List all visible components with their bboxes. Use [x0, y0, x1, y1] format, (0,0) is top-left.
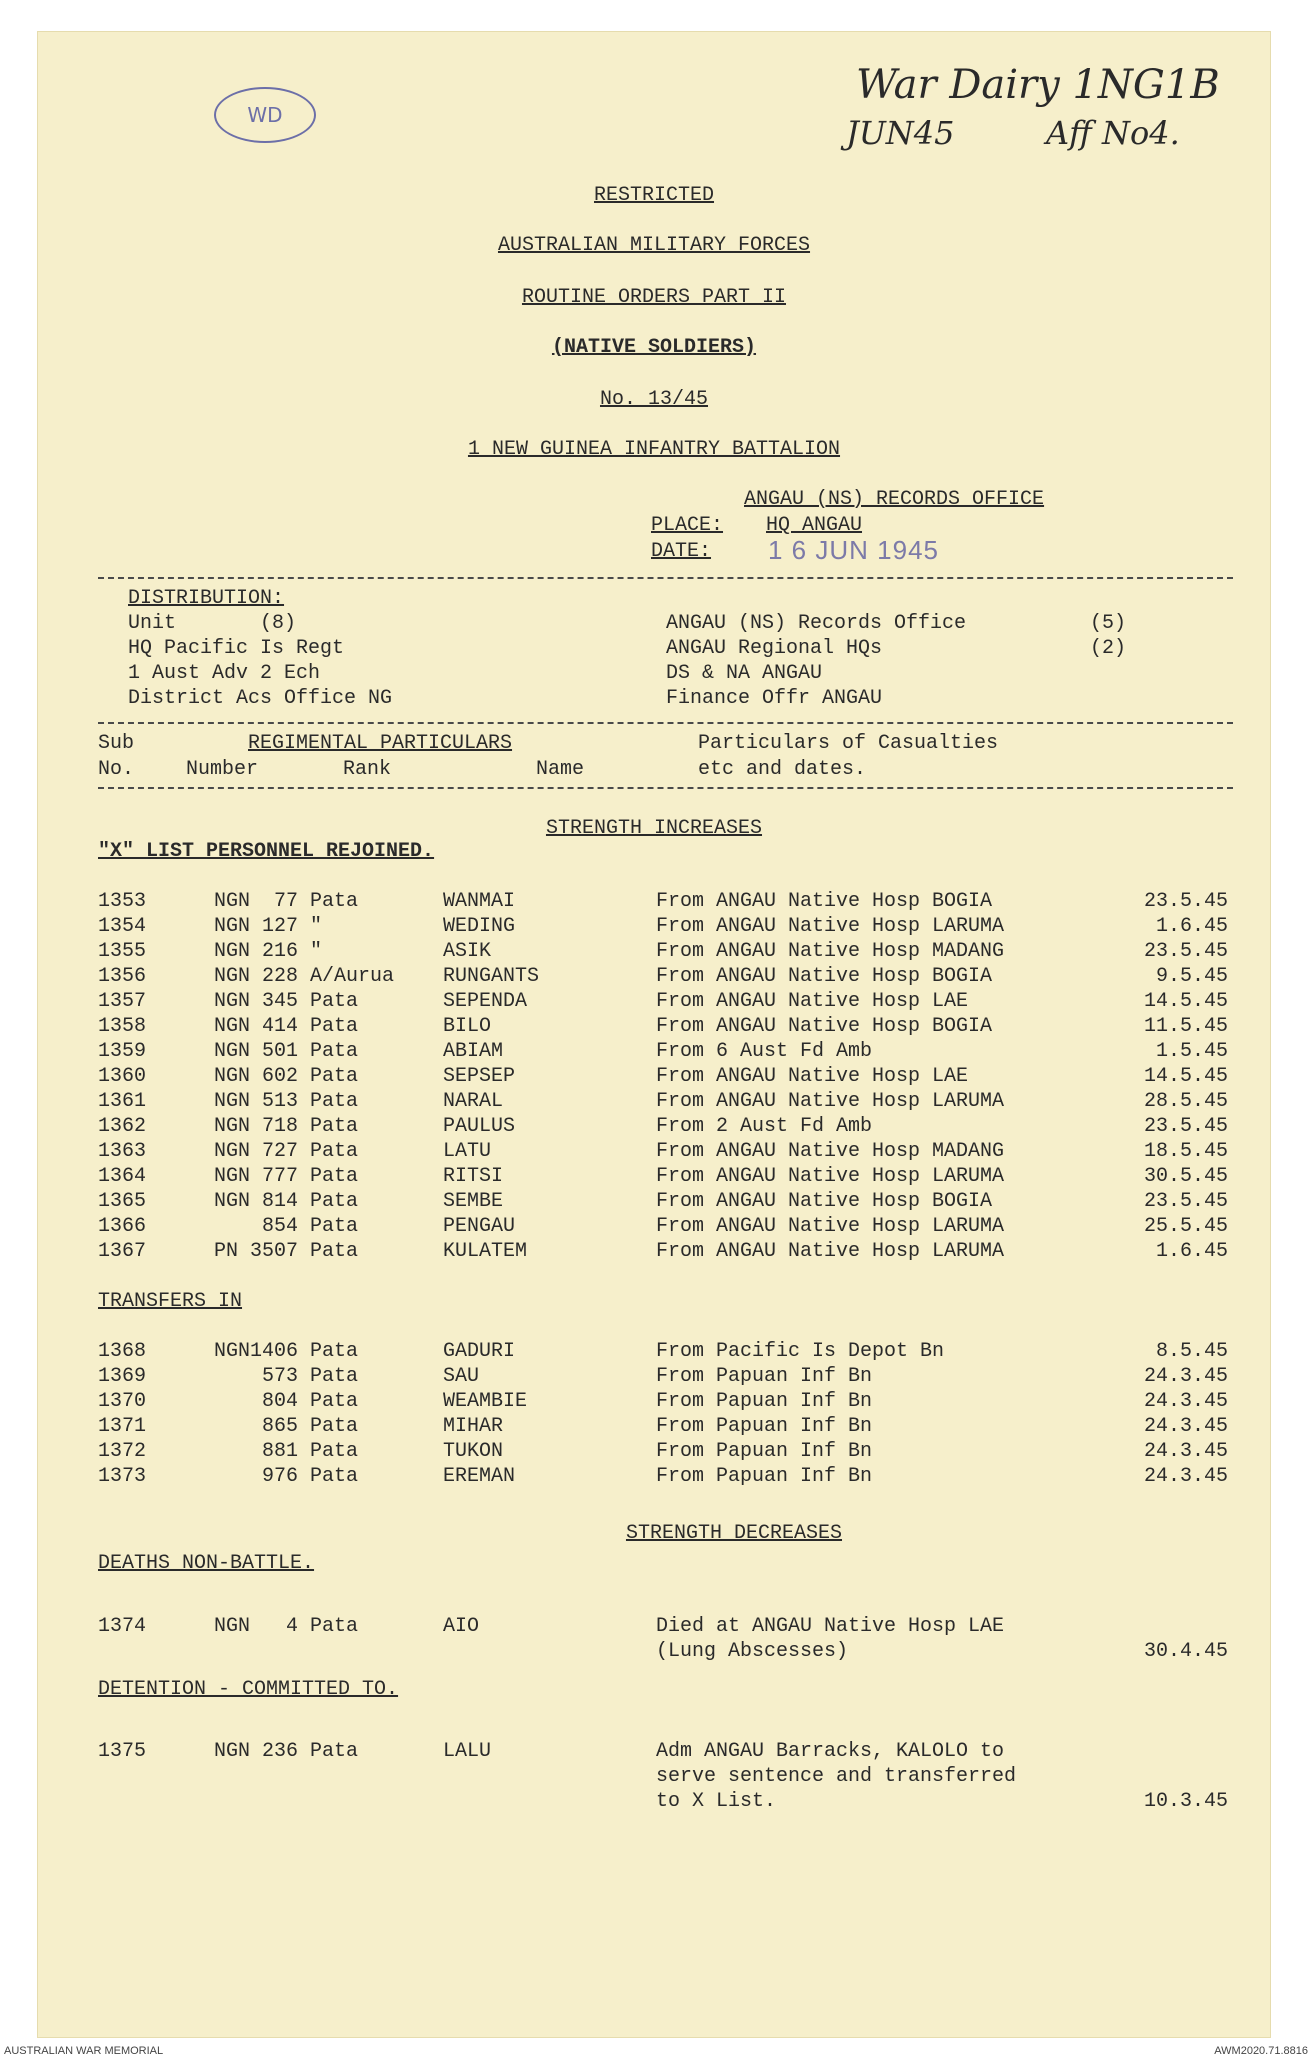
- table-row: 1365 NGN 814 Pata SEMBE From ANGAU Native Hosp BOGIA 23.5.45: [98, 1190, 1228, 1213]
- table-row: 1357 NGN 345 Pata SEPENDA From ANGAU Native Hosp LAE 14.5.45: [98, 990, 1228, 1013]
- detention-row-cont: to X List. 10.3.45: [656, 1790, 1228, 1813]
- col-regimental: REGIMENTAL PARTICULARS: [248, 732, 513, 755]
- handwritten-title: War Dairy 1NG1B: [856, 62, 1220, 108]
- section-transfers-in: TRANSFERS IN: [98, 1290, 243, 1313]
- handwritten-month: JUN45: [846, 114, 955, 152]
- footer-accession: AWM2020.71.8816: [1214, 2045, 1308, 2057]
- table-row: 1373 976 Pata EREMAN From Papuan Inf Bn 24.3.45: [98, 1465, 1228, 1488]
- col-casualties: Particulars of Casualties: [698, 732, 999, 755]
- classification: RESTRICTED: [593, 184, 715, 207]
- table-row: 1354 NGN 127 " WEDING From ANGAU Native Hosp LARUMA 1.6.45: [98, 915, 1228, 938]
- table-row: 1371 865 Pata MIHAR From Papuan Inf Bn 24.3.45: [98, 1415, 1228, 1438]
- distribution-left-2: HQ Pacific Is Regt: [128, 637, 345, 660]
- unit-title: 1 NEW GUINEA INFANTRY BATTALION: [467, 438, 841, 461]
- date-label: DATE:: [651, 540, 712, 563]
- col-etc: etc and dates.: [698, 758, 867, 781]
- distribution-right-4: Finance Offr ANGAU: [666, 687, 883, 710]
- distribution-title: DISTRIBUTION:: [128, 587, 285, 610]
- place-value: HQ ANGAU: [766, 514, 863, 537]
- section-strength-increases: STRENGTH INCREASES: [545, 817, 763, 840]
- col-name: Name: [536, 758, 585, 781]
- section-detention: DETENTION - COMMITTED TO.: [98, 1678, 399, 1701]
- table-row: 1366 854 Pata PENGAU From ANGAU Native Hosp LARUMA 25.5.45: [98, 1215, 1228, 1238]
- records-office: ANGAU (NS) RECORDS OFFICE: [744, 488, 1045, 511]
- section-strength-decreases: STRENGTH DECREASES: [625, 1522, 843, 1545]
- divider: [98, 577, 1233, 579]
- table-row: 1370 804 Pata WEAMBIE From Papuan Inf Bn 24.3.45: [98, 1390, 1228, 1413]
- document-sheet: [38, 32, 1270, 2037]
- section-x-list: "X" LIST PERSONNEL REJOINED.: [98, 840, 435, 863]
- table-row: 1356 NGN 228 A/Aurua RUNGANTS From ANGAU Native Hosp BOGIA 9.5.45: [98, 965, 1228, 988]
- distribution-right-2: ANGAU Regional HQs: [666, 637, 883, 660]
- date-stamp: 1 6 JUN 1945: [768, 535, 939, 565]
- table-row: 1360 NGN 602 Pata SEPSEP From ANGAU Native Hosp LAE 14.5.45: [98, 1065, 1228, 1088]
- table-row: 1363 NGN 727 Pata LATU From ANGAU Native Hosp MADANG 18.5.45: [98, 1140, 1228, 1163]
- section-deaths: DEATHS NON-BATTLE.: [98, 1552, 315, 1575]
- table-row: 1353 NGN 77 Pata WANMAI From ANGAU Native Hosp BOGIA 23.5.45: [98, 890, 1228, 913]
- table-row: 1355 NGN 216 " ASIK From ANGAU Native Hosp MADANG 23.5.45: [98, 940, 1228, 963]
- distribution-right-1: ANGAU (NS) Records Office: [666, 612, 967, 635]
- divider: [98, 722, 1233, 724]
- table-row: 1367 PN 3507 Pata KULATEM From ANGAU Native Hosp LARUMA 1.6.45: [98, 1240, 1228, 1263]
- distribution-right-1-count: (5): [1090, 612, 1127, 635]
- distribution-left-4: District Acs Office NG: [128, 687, 393, 710]
- table-row: 1359 NGN 501 Pata ABIAM From 6 Aust Fd Amb 1.5.45: [98, 1040, 1228, 1063]
- col-sub: Sub: [98, 732, 135, 755]
- col-no: No.: [98, 758, 135, 781]
- col-number: Number: [186, 758, 259, 781]
- detention-row-cont: serve sentence and transferred: [656, 1765, 1017, 1788]
- table-row: 1364 NGN 777 Pata RITSI From ANGAU Native Hosp LARUMA 30.5.45: [98, 1165, 1228, 1188]
- table-row: 1362 NGN 718 Pata PAULUS From 2 Aust Fd Amb 23.5.45: [98, 1115, 1228, 1138]
- distribution-left-1: Unit (8): [128, 612, 297, 635]
- distribution-right-2-count: (2): [1090, 637, 1127, 660]
- death-row-cont: (Lung Abscesses) 30.4.45: [656, 1640, 1228, 1663]
- table-row: 1369 573 Pata SAU From Papuan Inf Bn 24.3.45: [98, 1365, 1228, 1388]
- table-row: 1358 NGN 414 Pata BILO From ANGAU Native Hosp BOGIA 11.5.45: [98, 1015, 1228, 1038]
- order-number: No. 13/45: [599, 388, 709, 411]
- place-label: PLACE:: [651, 514, 724, 537]
- detention-row: 1375 NGN 236 Pata LALU Adm ANGAU Barracks, KALOLO to: [98, 1740, 1005, 1763]
- subtitle: (NATIVE SOLDIERS): [551, 336, 757, 359]
- divider: [98, 787, 1233, 789]
- table-row: 1361 NGN 513 Pata NARAL From ANGAU Native Hosp LARUMA 28.5.45: [98, 1090, 1228, 1113]
- distribution-left-3: 1 Aust Adv 2 Ech: [128, 662, 321, 685]
- col-rank: Rank: [343, 758, 392, 781]
- orders-title: ROUTINE ORDERS PART II: [521, 286, 787, 309]
- wd-mark: WD: [214, 87, 316, 143]
- table-row: 1368 NGN1406 Pata GADURI From Pacific Is Depot Bn 8.5.45: [98, 1340, 1228, 1363]
- footer-credit: AUSTRALIAN WAR MEMORIAL: [4, 2045, 164, 2057]
- force-title: AUSTRALIAN MILITARY FORCES: [497, 234, 811, 257]
- table-row: 1372 881 Pata TUKON From Papuan Inf Bn 24.3.45: [98, 1440, 1228, 1463]
- death-row: 1374 NGN 4 Pata AIO Died at ANGAU Native Hosp LAE: [98, 1615, 1005, 1638]
- handwritten-appendix: Aff No4.: [1046, 114, 1180, 152]
- distribution-right-3: DS & NA ANGAU: [666, 662, 823, 685]
